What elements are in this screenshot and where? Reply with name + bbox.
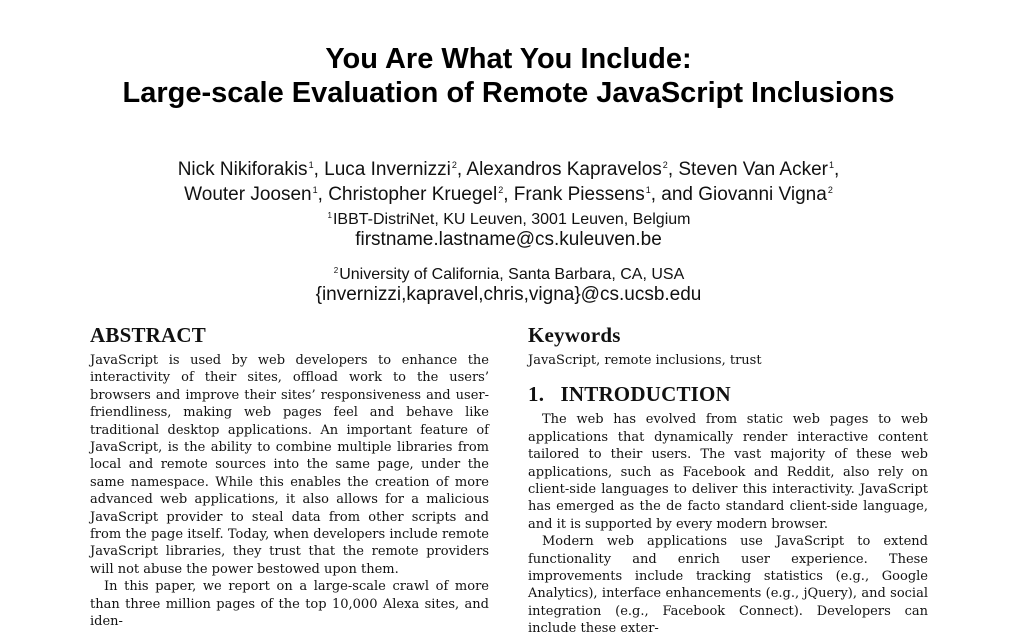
author-name: Alexandros Kapravelos [466, 159, 662, 180]
author-line-2 [0, 180, 1017, 205]
author-affiliation-mark: 2 [498, 185, 504, 195]
author-list [0, 155, 1017, 205]
introduction-paragraph-1: The web has evolved from static web pages to web applications that dynamically render interactive content tailored to their users. The vast majority of these web applications, such as Facebook and Reddit, also rely on client-side languages to deliver this interactivity. JavaScript has emerged as the de facto standard client-side language, and it is supported by every modern browser. [528, 412, 928, 532]
affiliation-1 [0, 206, 1017, 251]
abstract-paragraph-1: JavaScript is used by web developers to enhance the interactivity of their sites, offload work to the users’ browsers and improve their sites’ responsiveness and user-friendliness, making web pages feel and behave like traditional desktop applications. An important feature of JavaScript, is the ability to combine multiple libraries from local and remote sources into the same page, under the same namespace. While this enables the creation of more advanced web applications, it also allows for a malicious JavaScript provider to steal data from other scripts and from the page itself. Today, when developers include remote JavaScript libraries, they trust that the remote providers will not abuse the power bestowed upon them. [90, 353, 489, 577]
introduction-paragraph-2: Modern web applications use JavaScript to extend functionality and enrich user experience. These improvements include tracking statistics (e.g., Google Analytics), interface enhancements (e.g., jQuery), and social integration (e.g., Facebook Connect). Developers can include these exter- [528, 534, 928, 637]
author-affiliation-mark: 1 [829, 160, 835, 170]
title-line-2: Large-scale Evaluation of Remote JavaScript Inclusions [122, 77, 895, 109]
author-name: Nick Nikiforakis [177, 159, 308, 180]
author-separator: , [456, 159, 467, 180]
author-affiliation-mark: 1 [645, 185, 651, 195]
author-affiliation-mark: 2 [662, 160, 668, 170]
keywords-heading: Keywords [528, 323, 621, 347]
left-column [90, 322, 489, 631]
introduction-heading: 1. INTRODUCTION [528, 382, 731, 407]
author-separator: , [667, 159, 679, 180]
author-name: Christopher Kruegel [328, 184, 498, 205]
title-line-1: You Are What You Include: [325, 43, 692, 75]
author-name: Frank Piessens [513, 184, 645, 205]
paper-title [0, 42, 1017, 110]
affiliation-mark: 1 [327, 211, 332, 220]
affiliation-institution: $^1$IBBT-DistriNet, KU Leuven, 3001 Leuven, Belgium [327, 211, 691, 228]
affiliation-email: firstname.lastname@cs.kuleuven.be [355, 229, 662, 250]
right-column [528, 322, 928, 638]
affiliation-2 [0, 261, 1017, 306]
author-separator: , [317, 184, 329, 205]
author-separator: , [834, 159, 840, 180]
keywords-text: JavaScript, remote inclusions, trust [528, 353, 762, 368]
author-affiliation-mark: 2 [451, 160, 457, 170]
author-name: Giovanni Vigna [698, 184, 827, 205]
abstract-heading: ABSTRACT [90, 323, 206, 347]
abstract-paragraph-2: In this paper, we report on a large-scale crawl of more than three million pages of the top 10,000 Alexa sites, and iden- [90, 579, 489, 630]
author-name: Luca Invernizzi [324, 159, 451, 180]
affiliation-institution: $^2$University of California, Santa Barbara, CA, USA [333, 266, 685, 283]
author-affiliation-mark: 1 [308, 160, 314, 170]
author-name: Wouter Joosen [184, 184, 312, 205]
author-line-1 [0, 155, 1017, 180]
affiliation-mark: 2 [333, 266, 339, 275]
author-separator: , [503, 184, 514, 205]
author-affiliation-mark: 1 [312, 185, 318, 195]
author-name: Steven Van Acker [678, 159, 828, 180]
author-affiliation-mark: 2 [827, 185, 833, 195]
author-separator: , and [650, 184, 699, 205]
author-separator: , [313, 159, 325, 180]
affiliation-email: {invernizzi,kapravel,chris,vigna}@cs.ucsb.edu [315, 284, 702, 305]
